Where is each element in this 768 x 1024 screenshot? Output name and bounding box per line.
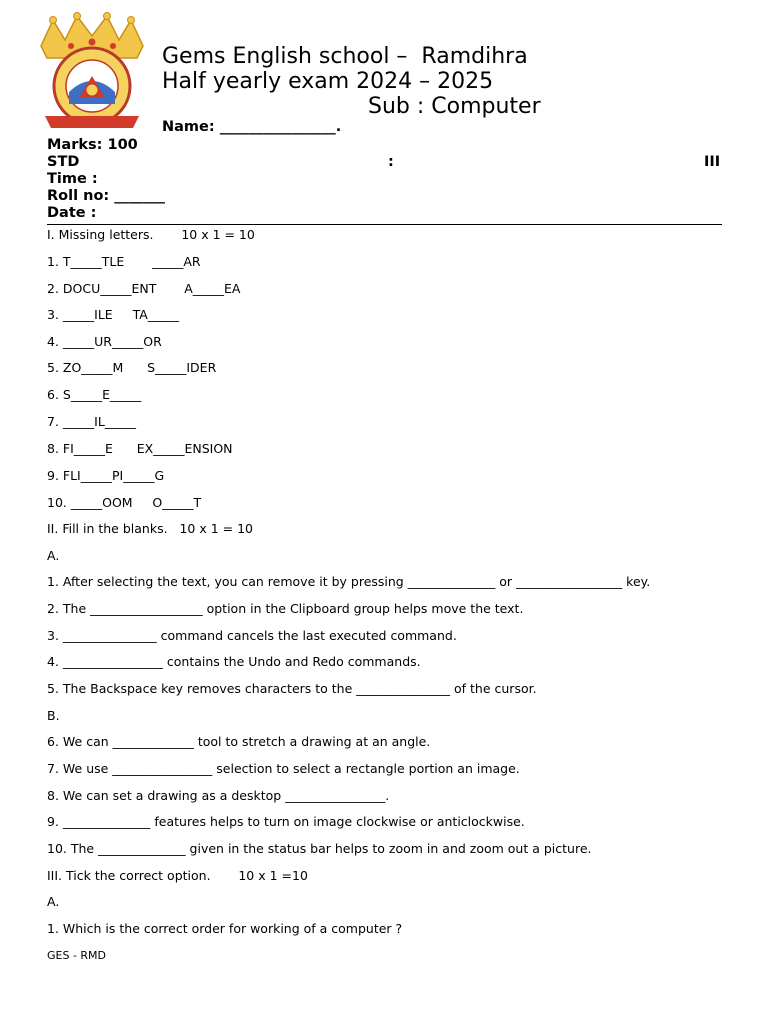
school-name: Gems English school – Ramdihra <box>162 44 528 69</box>
question-line: 5. ZO_____M S_____IDER <box>47 360 217 375</box>
header-divider <box>47 224 722 225</box>
roll-field: Roll no: _______ <box>47 188 165 204</box>
question-line: 1. After selecting the text, you can remove it by pressing ______________ or _________________ key. <box>47 574 651 589</box>
question-line: 7. _____IL_____ <box>47 414 137 429</box>
question-line: I. Missing letters. 10 x 1 = 10 <box>47 227 255 242</box>
question-line: 6. S_____E_____ <box>47 387 142 402</box>
question-line: A. <box>47 894 60 909</box>
question-line: B. <box>47 708 60 723</box>
question-line: 9. FLI_____PI_____G <box>47 468 165 483</box>
question-line: 8. FI_____E EX_____ENSION <box>47 441 233 456</box>
school-logo <box>33 12 151 134</box>
time-field: Time : <box>47 171 98 187</box>
question-line: 3. _______________ command cancels the last executed command. <box>47 628 457 643</box>
question-line: 1. Which is the correct order for working of a computer ? <box>47 921 403 936</box>
question-line: 2. DOCU_____ENT A_____EA <box>47 281 241 296</box>
question-line: 9. ______________ features helps to turn on image clockwise or anticlockwise. <box>47 814 525 829</box>
question-line: 5. The Backspace key removes characters to the _______________ of the cursor. <box>47 681 537 696</box>
std-value: III <box>704 154 721 170</box>
question-line: 4. ________________ contains the Undo and Redo commands. <box>47 654 421 669</box>
question-line: 3. _____ILE TA_____ <box>47 307 180 322</box>
question-line: 7. We use ________________ selection to select a rectangle portion an image. <box>47 761 520 776</box>
question-line: 8. We can set a drawing as a desktop ________________. <box>47 788 390 803</box>
question-line: II. Fill in the blanks. 10 x 1 = 10 <box>47 521 254 536</box>
date-field: Date : <box>47 205 97 221</box>
question-line: 6. We can _____________ tool to stretch a drawing at an angle. <box>47 734 431 749</box>
question-line: A. <box>47 548 60 563</box>
footer: GES - RMD <box>47 949 107 962</box>
question-line: 2. The __________________ option in the Clipboard group helps move the text. <box>47 601 524 616</box>
subject: Sub : Computer <box>368 94 541 119</box>
std-label: STD <box>47 154 80 170</box>
marks: Marks: 100 <box>47 137 138 153</box>
name-field: Name: ________________. <box>162 119 342 135</box>
std-colon: : <box>388 154 394 170</box>
question-line: 1. T_____TLE _____AR <box>47 254 201 269</box>
question-line: 10. _____OOM O_____T <box>47 495 202 510</box>
exam-title: Half yearly exam 2024 – 2025 <box>162 69 494 94</box>
question-line: 4. _____UR_____OR <box>47 334 162 349</box>
question-line: III. Tick the correct option. 10 x 1 =10 <box>47 868 308 883</box>
question-line: 10. The ______________ given in the status bar helps to zoom in and zoom out a picture. <box>47 841 592 856</box>
